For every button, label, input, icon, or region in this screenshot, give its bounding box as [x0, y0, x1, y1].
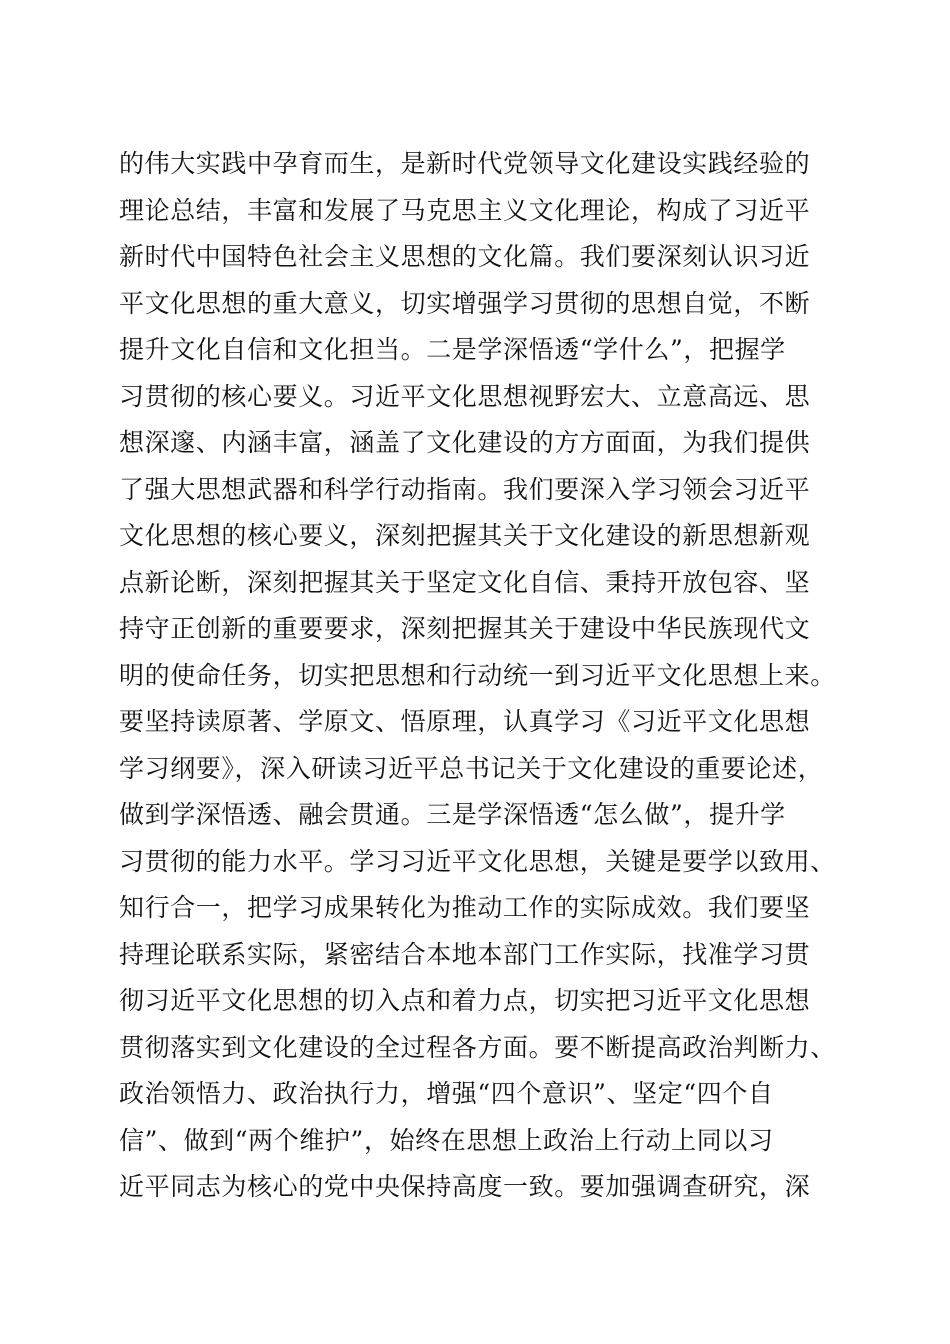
text-line: 持理论联系实际，紧密结合本地本部门工作实际，找准学习贯: [119, 939, 811, 969]
text-line: 做到学深悟透、融会贯通。三是学深悟透“怎么做”，提升学: [119, 800, 786, 829]
text-line: 彻习近平文化思想的切入点和着力点，切实把习近平文化思想: [119, 986, 811, 1015]
text-line: 平文化思想的重大意义，切实增强学习贯彻的思想自觉，不断: [119, 288, 811, 318]
text-line: 理论总结，丰富和发展了马克思主义文化理论，构成了习近平: [119, 195, 811, 225]
text-line: 新时代中国特色社会主义思想的文化篇。我们要深刻认识习近: [119, 242, 811, 271]
text-line: 明的使命任务，切实把思想和行动统一到习近平文化思想上来。: [119, 660, 836, 690]
text-line: 了强大思想武器和科学行动指南。我们要深入学习领会习近平: [119, 474, 811, 504]
text-line: 贯彻落实到文化建设的全过程各方面。要不断提高政治判断力、: [119, 1032, 836, 1062]
text-line: 文化思想的核心要义，深刻把握其关于文化建设的新思想新观: [119, 521, 811, 550]
text-line: 信”、做到“两个维护”，始终在思想上政治上行动上同以习: [119, 1125, 774, 1155]
text-line: 持守正创新的重要要求，深刻把握其关于建设中华民族现代文: [119, 614, 811, 643]
text-line: 想深邃、内涵丰富，涵盖了文化建设的方方面面，为我们提供: [119, 428, 811, 457]
body-paragraph: [119, 141, 836, 1211]
text-line: 学习纲要》，深入研读习近平总书记关于文化建设的重要论述，: [119, 753, 824, 783]
text-line: 习贯彻的能力水平。学习习近平文化思想，关键是要学以致用、: [119, 846, 836, 876]
text-line: 提升文化自信和文化担当。二是学深悟透“学什么”，把握学: [119, 335, 786, 364]
text-line: 的伟大实践中孕育而生，是新时代党领导文化建设实践经验的: [119, 149, 811, 178]
text-line: 习贯彻的核心要义。习近平文化思想视野宏大、立意高远、思: [119, 381, 811, 411]
text-line: 点新论断，深刻把握其关于坚定文化自信、秉持开放包容、坚: [119, 567, 811, 597]
text-line: 要坚持读原著、学原文、悟原理，认真学习《习近平文化思想: [119, 707, 811, 736]
text-line: 政治领悟力、政治执行力，增强“四个意识”、坚定“四个自: [119, 1079, 774, 1108]
text-line: 近平同志为核心的党中央保持高度一致。要加强调查研究，深: [119, 1172, 811, 1201]
text-line: 知行合一，把学习成果转化为推动工作的实际成效。我们要坚: [119, 893, 811, 922]
